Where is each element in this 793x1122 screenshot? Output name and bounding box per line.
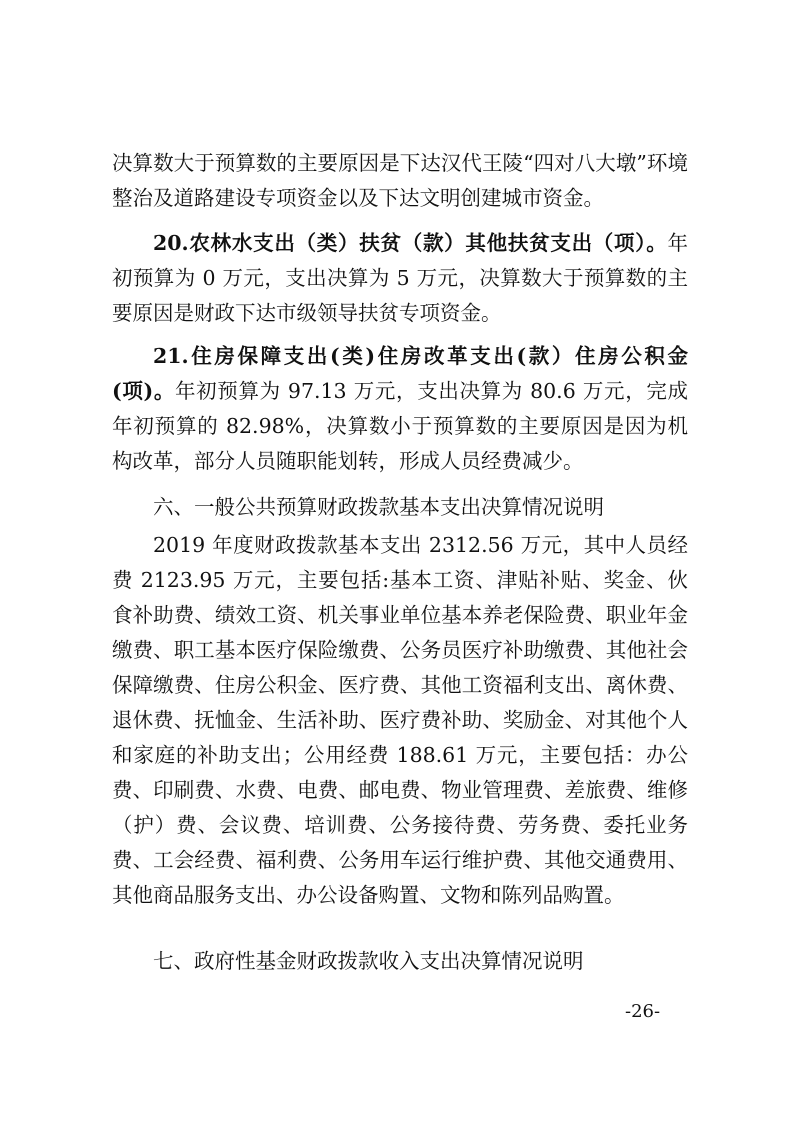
paragraph-text: 决算数大于预算数的主要原因是下达汉代王陵“四对八大墩”环境整治及道路建设专项资金以及下达文明创建城市资金。	[112, 151, 688, 210]
item-20-title: 20.农林水支出（类）扶贫（款）其他扶贫支出（项）。	[153, 231, 668, 255]
paragraph-continuation	[112, 146, 688, 216]
item-21-title: 21.住房保障支出(类)住房改革支出(款）住房公积金(项)。	[112, 344, 688, 403]
paragraph-item-21	[112, 339, 688, 479]
paragraph-basic-expenditure	[112, 528, 688, 913]
section-heading-7: 七、政府性基金财政拨款收入支出决算情况说明	[153, 949, 584, 973]
item-21-body: 年初预算为 97.13 万元，支出决算为 80.6 万元，完成年初预算的 82.98%，决算数小于预算数的主要原因是因为机构改革，部分人员随职能划转，形成人员经费减少。	[112, 379, 688, 473]
paragraph-item-20	[112, 226, 688, 331]
item-20-body: 年初预算为 0 万元，支出决算为 5 万元，决算数大于预算数的主要原因是财政下达市级领导扶贫专项资金。	[112, 231, 688, 325]
paragraph-text: 2019 年度财政拨款基本支出 2312.56 万元，其中人员经费 2123.95 万元，主要包括:基本工资、津贴补贴、奖金、伙食补助费、绩效工资、机关事业单位基本养老保险费、职业年金缴费、职工基本医疗保险缴费、公务员医疗补助缴费、其他社会保障缴费、住房公积金、医疗费、其他工资福利支出、离休费、退休费、抚恤金、生活补助、医疗费补助、奖励金、对其他个人和家庭的补助支出；公用经费 188.61 万元，主要包括：办公费、印刷费、水费、电费、邮电费、物业管理费、差旅费、维修（护）费、会议费、培训费、公务接待费、劳务费、委托业务费、工会经费、福利费、公务用车运行维护费、其他交通费用、其他商品服务支出、办公设备购置、文物和陈列品购置。	[112, 533, 688, 907]
section-heading-6: 六、一般公共预算财政拨款基本支出决算情况说明	[153, 495, 604, 519]
page-number: -26-	[625, 1001, 661, 1022]
